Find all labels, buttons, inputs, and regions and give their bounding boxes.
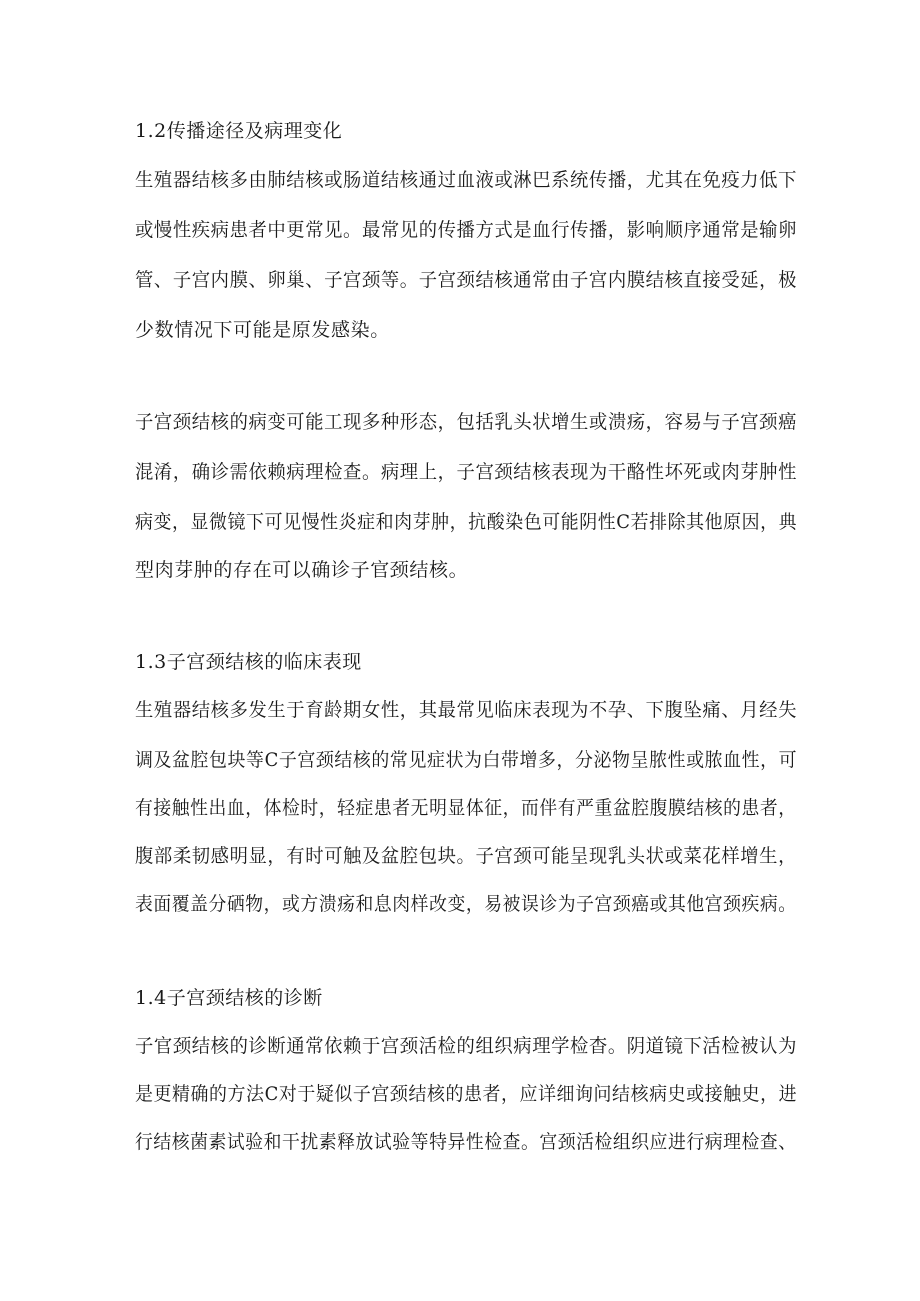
paragraph-line: 腹部柔韧感明显，有时可触及盆腔包块。子宫颈可能呈现乳头状或菜花样增生， bbox=[135, 845, 798, 867]
paragraph-line: 型肉芽肿的存在可以确诊子官颈结核。 bbox=[135, 559, 469, 581]
paragraph-line: 少数情况下可能是原发感染。 bbox=[135, 319, 390, 341]
paragraph-line: 调及盆腔包块等C子宫颈结核的常见症状为白带增多，分泌物呈脓性或脓血性，可 bbox=[135, 749, 798, 771]
paragraph-line: 子宫颈结核的病变可能工现多种形态，包括乳头状增生或溃疡，容易与子宫颈癌 bbox=[135, 411, 798, 433]
paragraph-line: 子官颈结核的诊断通常依赖于宫颈活检的组织病理学检杳。阴道镜下活检被认为 bbox=[135, 1035, 798, 1057]
paragraph-line: 表面覆盖分硒物，或方溃疡和息肉样改变，易被误诊为子宫颈癌或其他宫颈疾病。 bbox=[135, 893, 797, 915]
section-heading-1-3: 1.3子宫颈结核的临床表现 bbox=[135, 651, 362, 673]
paragraph-line: 或慢性疾病患者中更常见。最常见的传播方式是血行传播，影响顺序通常是输卵 bbox=[135, 219, 798, 241]
paragraph-line: 是更精确的方法C对于疑似子宫颈结核的患者，应详细询问结核病史或接触史，进 bbox=[135, 1083, 798, 1105]
paragraph-line: 混淆，确诊需依赖病理检查。病理上，子宫颈结核表现为干酪性坏死或肉芽肿性 bbox=[135, 461, 798, 483]
section-heading-1-2: 1.2传播途径及病理变化 bbox=[135, 120, 343, 142]
paragraph-line: 生殖器结核多由肺结核或肠道结核通过血液或淋巴系统传播，尤其在免疫力低下 bbox=[135, 169, 798, 191]
paragraph-line: 行结核菌素试验和干扰素释放试验等特异性检查。宫颈活检组织应进行病理检查、 bbox=[135, 1131, 797, 1153]
paragraph-line: 生殖器结核多发生于育龄期女性，其最常见临床表现为不孕、下腹坠痛、月经失 bbox=[135, 699, 798, 721]
paragraph-line: 管、子宫内膜、卵巢、子宫颈等。子宫颈结核通常由子宫内膜结核直接受延，极 bbox=[135, 269, 798, 291]
paragraph-line: 有接触性出血，体检时，轻症患者无明显体征，而伴有严重盆腔腹膜结核的患者， bbox=[135, 797, 797, 819]
paragraph-line: 病变，显微镜下可见慢性炎症和肉芽肿，抗酸染色可能阴性C若排除其他原因，典 bbox=[135, 511, 798, 533]
section-heading-1-4: 1.4子宫颈结核的诊断 bbox=[135, 987, 323, 1009]
